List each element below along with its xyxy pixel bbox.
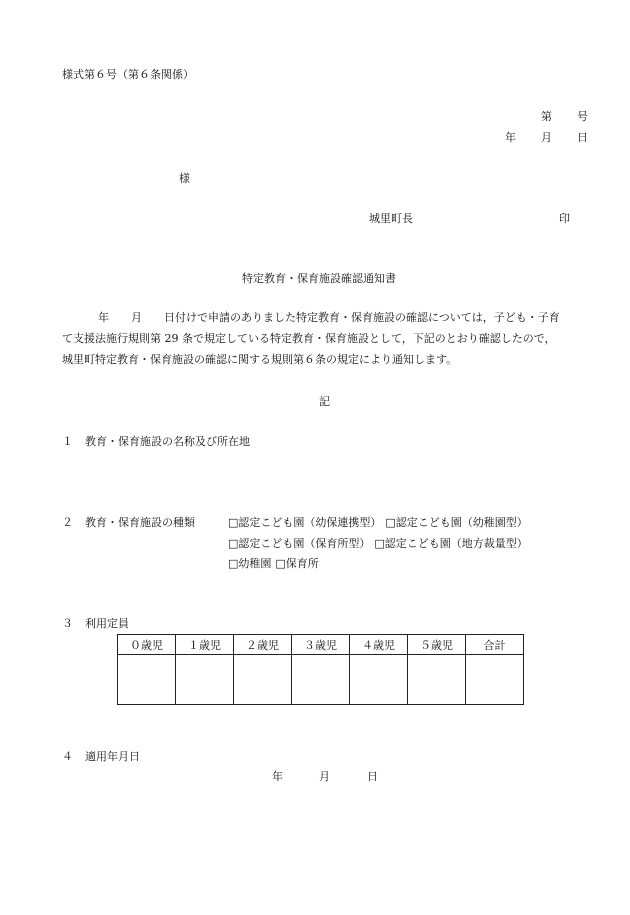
doc-number-dai: 第 (541, 110, 552, 123)
capacity-header-age4: ４歳児 (350, 635, 408, 655)
capacity-header-row (118, 635, 524, 655)
apply-date-day: 日 (367, 770, 378, 783)
section1-label: 教育・保育施設の名称及び所在地 (85, 435, 250, 448)
apply-date-year: 年 (272, 770, 283, 783)
capacity-header-age3: ３歳児 (292, 635, 350, 655)
checkbox-nintei-chihou-sairyou[interactable]: □認定こども園（地方裁量型） (374, 537, 528, 550)
capacity-cell-age3[interactable] (292, 655, 350, 705)
issue-date-year: 年 (505, 131, 516, 144)
checkbox-youchien[interactable]: □幼稚園 (228, 557, 272, 570)
capacity-cell-age0[interactable] (118, 655, 176, 705)
capacity-cell-age1[interactable] (176, 655, 234, 705)
body-line-2: て支援法施行規則第 29 条で規定している特定教育・保育施設として，下記のとおり確認したので， (62, 332, 556, 345)
sender-name: 城里町長 (369, 212, 413, 225)
capacity-cell-age2[interactable] (234, 655, 292, 705)
capacity-header-age1: １歳児 (176, 635, 234, 655)
form-label: 様式第６号（第６条関係） (62, 68, 194, 81)
section4-label: 適用年月日 (85, 750, 140, 763)
capacity-cell-age5[interactable] (408, 655, 466, 705)
doc-number-go: 号 (577, 110, 588, 123)
capacity-header-age2: ２歳児 (234, 635, 292, 655)
checkbox-nintei-youchien[interactable]: □認定こども園（幼稚園型） (385, 516, 528, 529)
checkbox-nintei-hoikusho[interactable]: □認定こども園（保育所型） (228, 537, 371, 550)
issue-date-day: 日 (577, 131, 588, 144)
capacity-header-age0: ０歳児 (118, 635, 176, 655)
facility-type-row-3 (228, 557, 323, 571)
checkbox-hoikusho[interactable]: □保育所 (275, 557, 319, 570)
sender-seal: 印 (559, 212, 570, 225)
section2-number: ２ (62, 516, 73, 529)
section3-label: 利用定員 (85, 617, 129, 630)
addressee-suffix: 様 (179, 172, 190, 185)
apply-date-month: 月 (319, 770, 330, 783)
capacity-table (117, 634, 524, 705)
facility-type-row-2 (228, 537, 532, 551)
capacity-cell-total[interactable] (466, 655, 524, 705)
body-paragraph (62, 307, 590, 370)
capacity-value-row (118, 655, 524, 705)
capacity-cell-age4[interactable] (350, 655, 408, 705)
section3-number: ３ (62, 617, 73, 630)
section2-label: 教育・保育施設の種類 (85, 516, 195, 529)
body-line-3: 城里町特定教育・保育施設の確認に関する規則第６条の規定により通知します。 (62, 353, 458, 366)
section4-number: ４ (62, 750, 73, 763)
issue-date-month: 月 (541, 131, 552, 144)
document-title: 特定教育・保育施設確認通知書 (242, 272, 396, 285)
capacity-header-age5: ５歳児 (408, 635, 466, 655)
ki-heading: 記 (319, 395, 330, 408)
body-line-1: 年 月 日付けで申請のありました特定教育・保育施設の確認については，子ども・子育 (98, 311, 560, 324)
checkbox-nintei-yoho-renkei[interactable]: □認定こども園（幼保連携型） (228, 516, 382, 529)
facility-type-row-1 (228, 516, 532, 530)
section1-number: １ (62, 435, 73, 448)
capacity-header-total: 合計 (466, 635, 524, 655)
